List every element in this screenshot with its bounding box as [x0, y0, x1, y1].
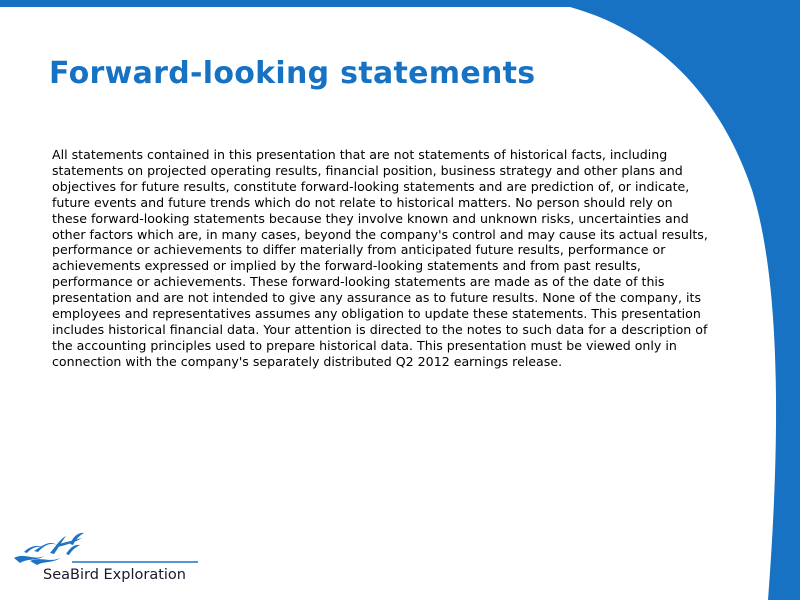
company-logo — [10, 525, 210, 589]
disclaimer-text: All statements contained in this presentation that are not statements of historical facts, including statements on projected operating results, financial position, business strategy and other plans and objectives for future results, constitute forward-looking statements and are prediction of, or indicate, future events and future trends which do not relate to historical matters. No person should rely on these forward-looking statements because they involve known and unknown risks, uncertainties and other factors which are, in many cases, beyond the company's control and may cause its actual results, performance or achievements to differ materially from anticipated future results, performance or achievements expressed or implied by the forward-looking statements and from past results, performance or achievements. These forward-looking statements are made as of the date of this presentation and are not intended to give any assurance as to future results. None of the company, its employees and representatives assumes any obligation to update these statements. This presentation includes historical financial data. Your attention is directed to the notes to such data for a description of the accounting principles used to prepare historical data. This presentation must be viewed only in connection with the company's separately distributed Q2 2012 earnings release. — [52, 147, 708, 369]
seabird-logo-icon — [10, 525, 210, 570]
slide-title: Forward-looking statements — [49, 56, 536, 91]
logo-wordmark: SeaBird Exploration — [43, 567, 186, 583]
